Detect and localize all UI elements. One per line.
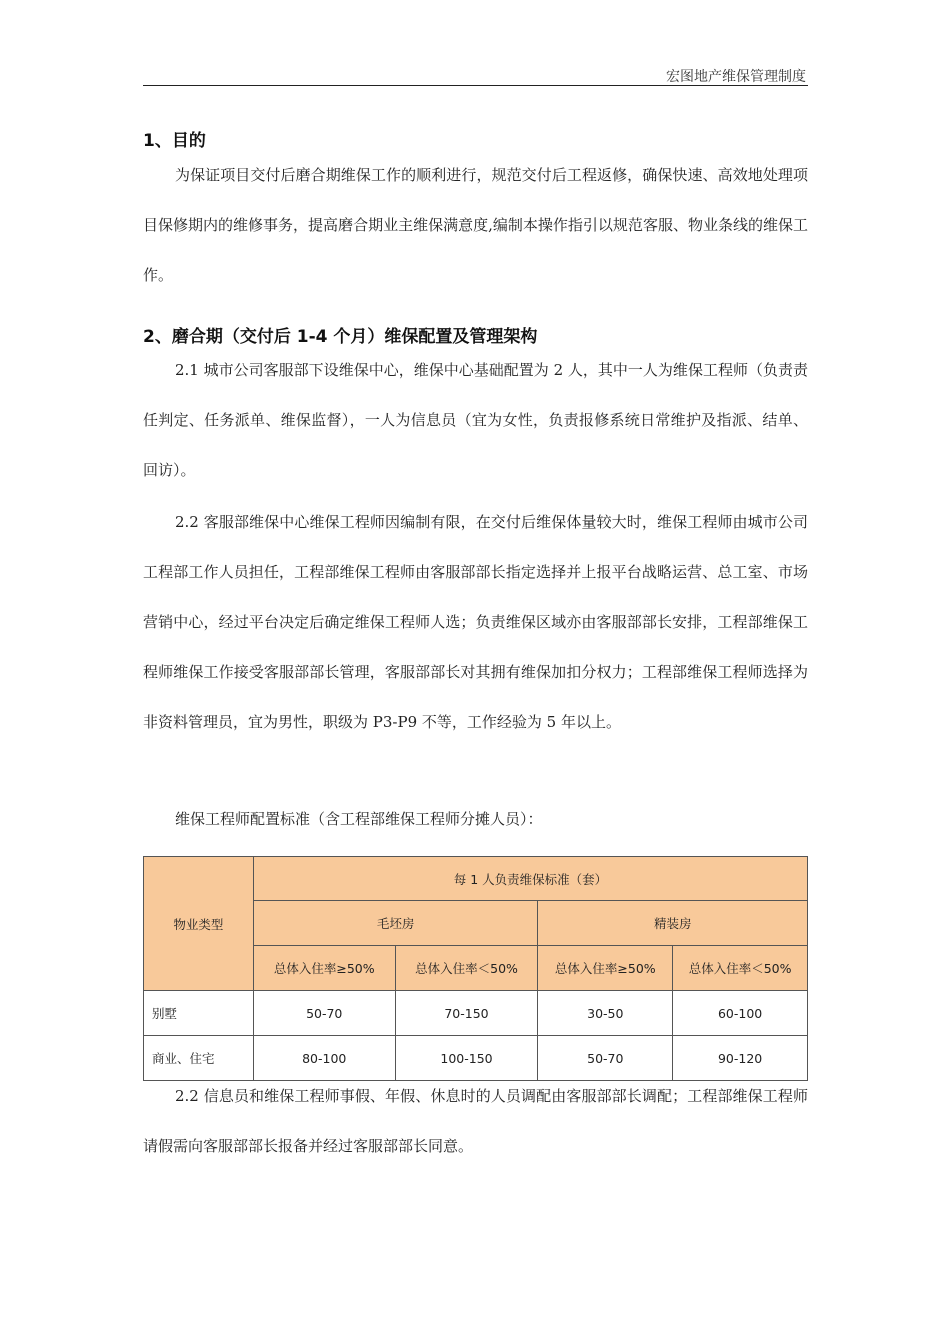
row-type: 商业、住宅 (144, 1036, 254, 1081)
header-occupancy-low-1: 总体入住率＜50% (395, 946, 538, 991)
table-cell: 80-100 (253, 1036, 395, 1081)
header-occupancy-high-1: 总体入住率≥50% (253, 946, 395, 991)
table-cell: 50-70 (538, 1036, 673, 1081)
paragraph-2-2b: 2.2 信息员和维保工程师事假、年假、休息时的人员调配由客服部部长调配；工程部维保工程师请假需向客服部部长报备并经过客服部部长同意。 (143, 1087, 808, 1155)
section-2-heading: 2、磨合期（交付后 1-4 个月）维保配置及管理架构 (143, 327, 538, 347)
row-type: 别墅 (144, 991, 254, 1036)
header-property-type: 物业类型 (144, 857, 254, 991)
paragraph-2-2: 2.2 客服部维保中心维保工程师因编制有限，在交付后维保体量较大时，维保工程师由城市公司工程部工作人员担任，工程部维保工程师由客服部部长指定选择并上报平台战略运营、总工室、市场营销中心，经过平台决定后确定维保工程师人选；负责维保区域亦由客服部部长安排，工程部维保工程师维保工作接受客服部部长管理，客服部部长对其拥有维保加扣分权力；工程部维保工程师选择为非资料管理员，宜为男性，职级为 P3-P9 不等，工作经验为 5 年以上。 (143, 513, 808, 731)
table-cell: 60-100 (673, 991, 808, 1036)
header-occupancy-low-2: 总体入住率＜50% (673, 946, 808, 991)
table-caption: 维保工程师配置标准（含工程部维保工程师分摊人员）： (175, 810, 543, 828)
header-occupancy-high-2: 总体入住率≥50% (538, 946, 673, 991)
staffing-standard-table (143, 856, 808, 1081)
table-cell: 30-50 (538, 991, 673, 1036)
table-row (144, 991, 808, 1036)
table-cell: 100-150 (395, 1036, 538, 1081)
paragraph-2-1: 2.1 城市公司客服部下设维保中心，维保中心基础配置为 2 人，其中一人为维保工程师（负责责任判定、任务派单、维保监督），一人为信息员（宜为女性，负责报修系统日常维护及指派、结单、回访）。 (143, 361, 808, 479)
header-divider (143, 85, 808, 86)
header-finished: 精装房 (538, 901, 808, 946)
section-1-paragraph: 为保证项目交付后磨合期维保工作的顺利进行，规范交付后工程返修，确保快速、高效地处理项目保修期内的维修事务，提高磨合期业主维保满意度,编制本操作指引以规范客服、物业条线的维保工作。 (143, 166, 808, 284)
table-cell: 70-150 (395, 991, 538, 1036)
section-1-heading: 1、目的 (143, 131, 206, 151)
header-title: 宏图地产维保管理制度 (666, 69, 806, 85)
header-unfinished: 毛坯房 (253, 901, 538, 946)
table-cell: 90-120 (673, 1036, 808, 1081)
header-standard: 每 1 人负责维保标准（套） (253, 857, 807, 901)
table-cell: 50-70 (253, 991, 395, 1036)
